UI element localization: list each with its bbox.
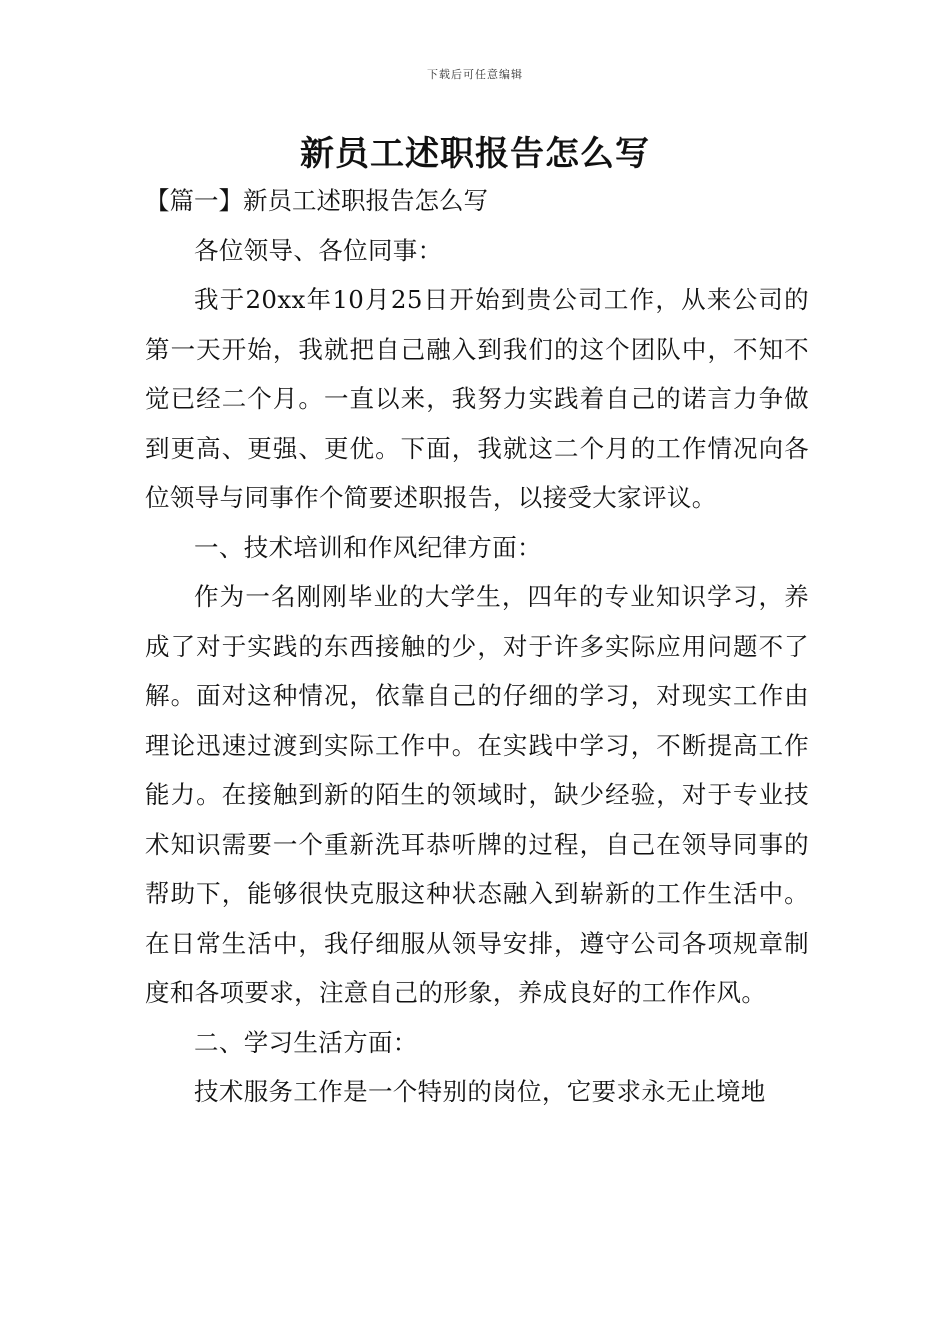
paragraph-study-life: 技术服务工作是一个特别的岗位，它要求永无止境地 <box>194 1077 766 1106</box>
heading-study-life: 二、学习生活方面： <box>194 1027 418 1057</box>
document-title: 新员工述职报告怎么写 <box>300 134 650 174</box>
header-note: 下载后可任意编辑 <box>427 68 523 81</box>
document-body <box>145 176 809 1117</box>
paragraph-salutation: 各位领导、各位同事： <box>194 235 443 265</box>
paragraph-training-discipline: 作为一名刚刚毕业的大学生，四年的专业知识学习，养成了对于实践的东西接触的少，对于许多实际应用问题不了解。面对这种情况，依靠自己的仔细的学习，对现实工作由理论迅速过渡到实际工作中。在实践中学习，不断提高工作能力。在接触到新的陌生的领域时，缺少经验，对于专业技术知识需要一个重新洗耳恭听牌的过程，自己在领导同事的帮助下，能够很快克服这种状态融入到崭新的工作生活中。在日常生活中，我仔细服从领导安排，遵守公司各项规章制度和各项要求，注意自己的形象，养成良好的工作作风。 <box>145 582 809 1007</box>
heading-training-discipline: 一、技术培训和作风纪律方面： <box>194 532 542 562</box>
paragraph-intro: 我于20xx年10月25日开始到贵公司工作，从来公司的第一天开始，我就把自己融入到我们的这个团队中，不知不觉已经二个月。一直以来，我努力实践着自己的诺言力争做到更高、更强、更优。下面，我就这二个月的工作情况向各位领导与同事作个简要述职报告，以接受大家评议。 <box>145 285 809 512</box>
section-label: 【篇一】新员工述职报告怎么写 <box>145 186 488 215</box>
